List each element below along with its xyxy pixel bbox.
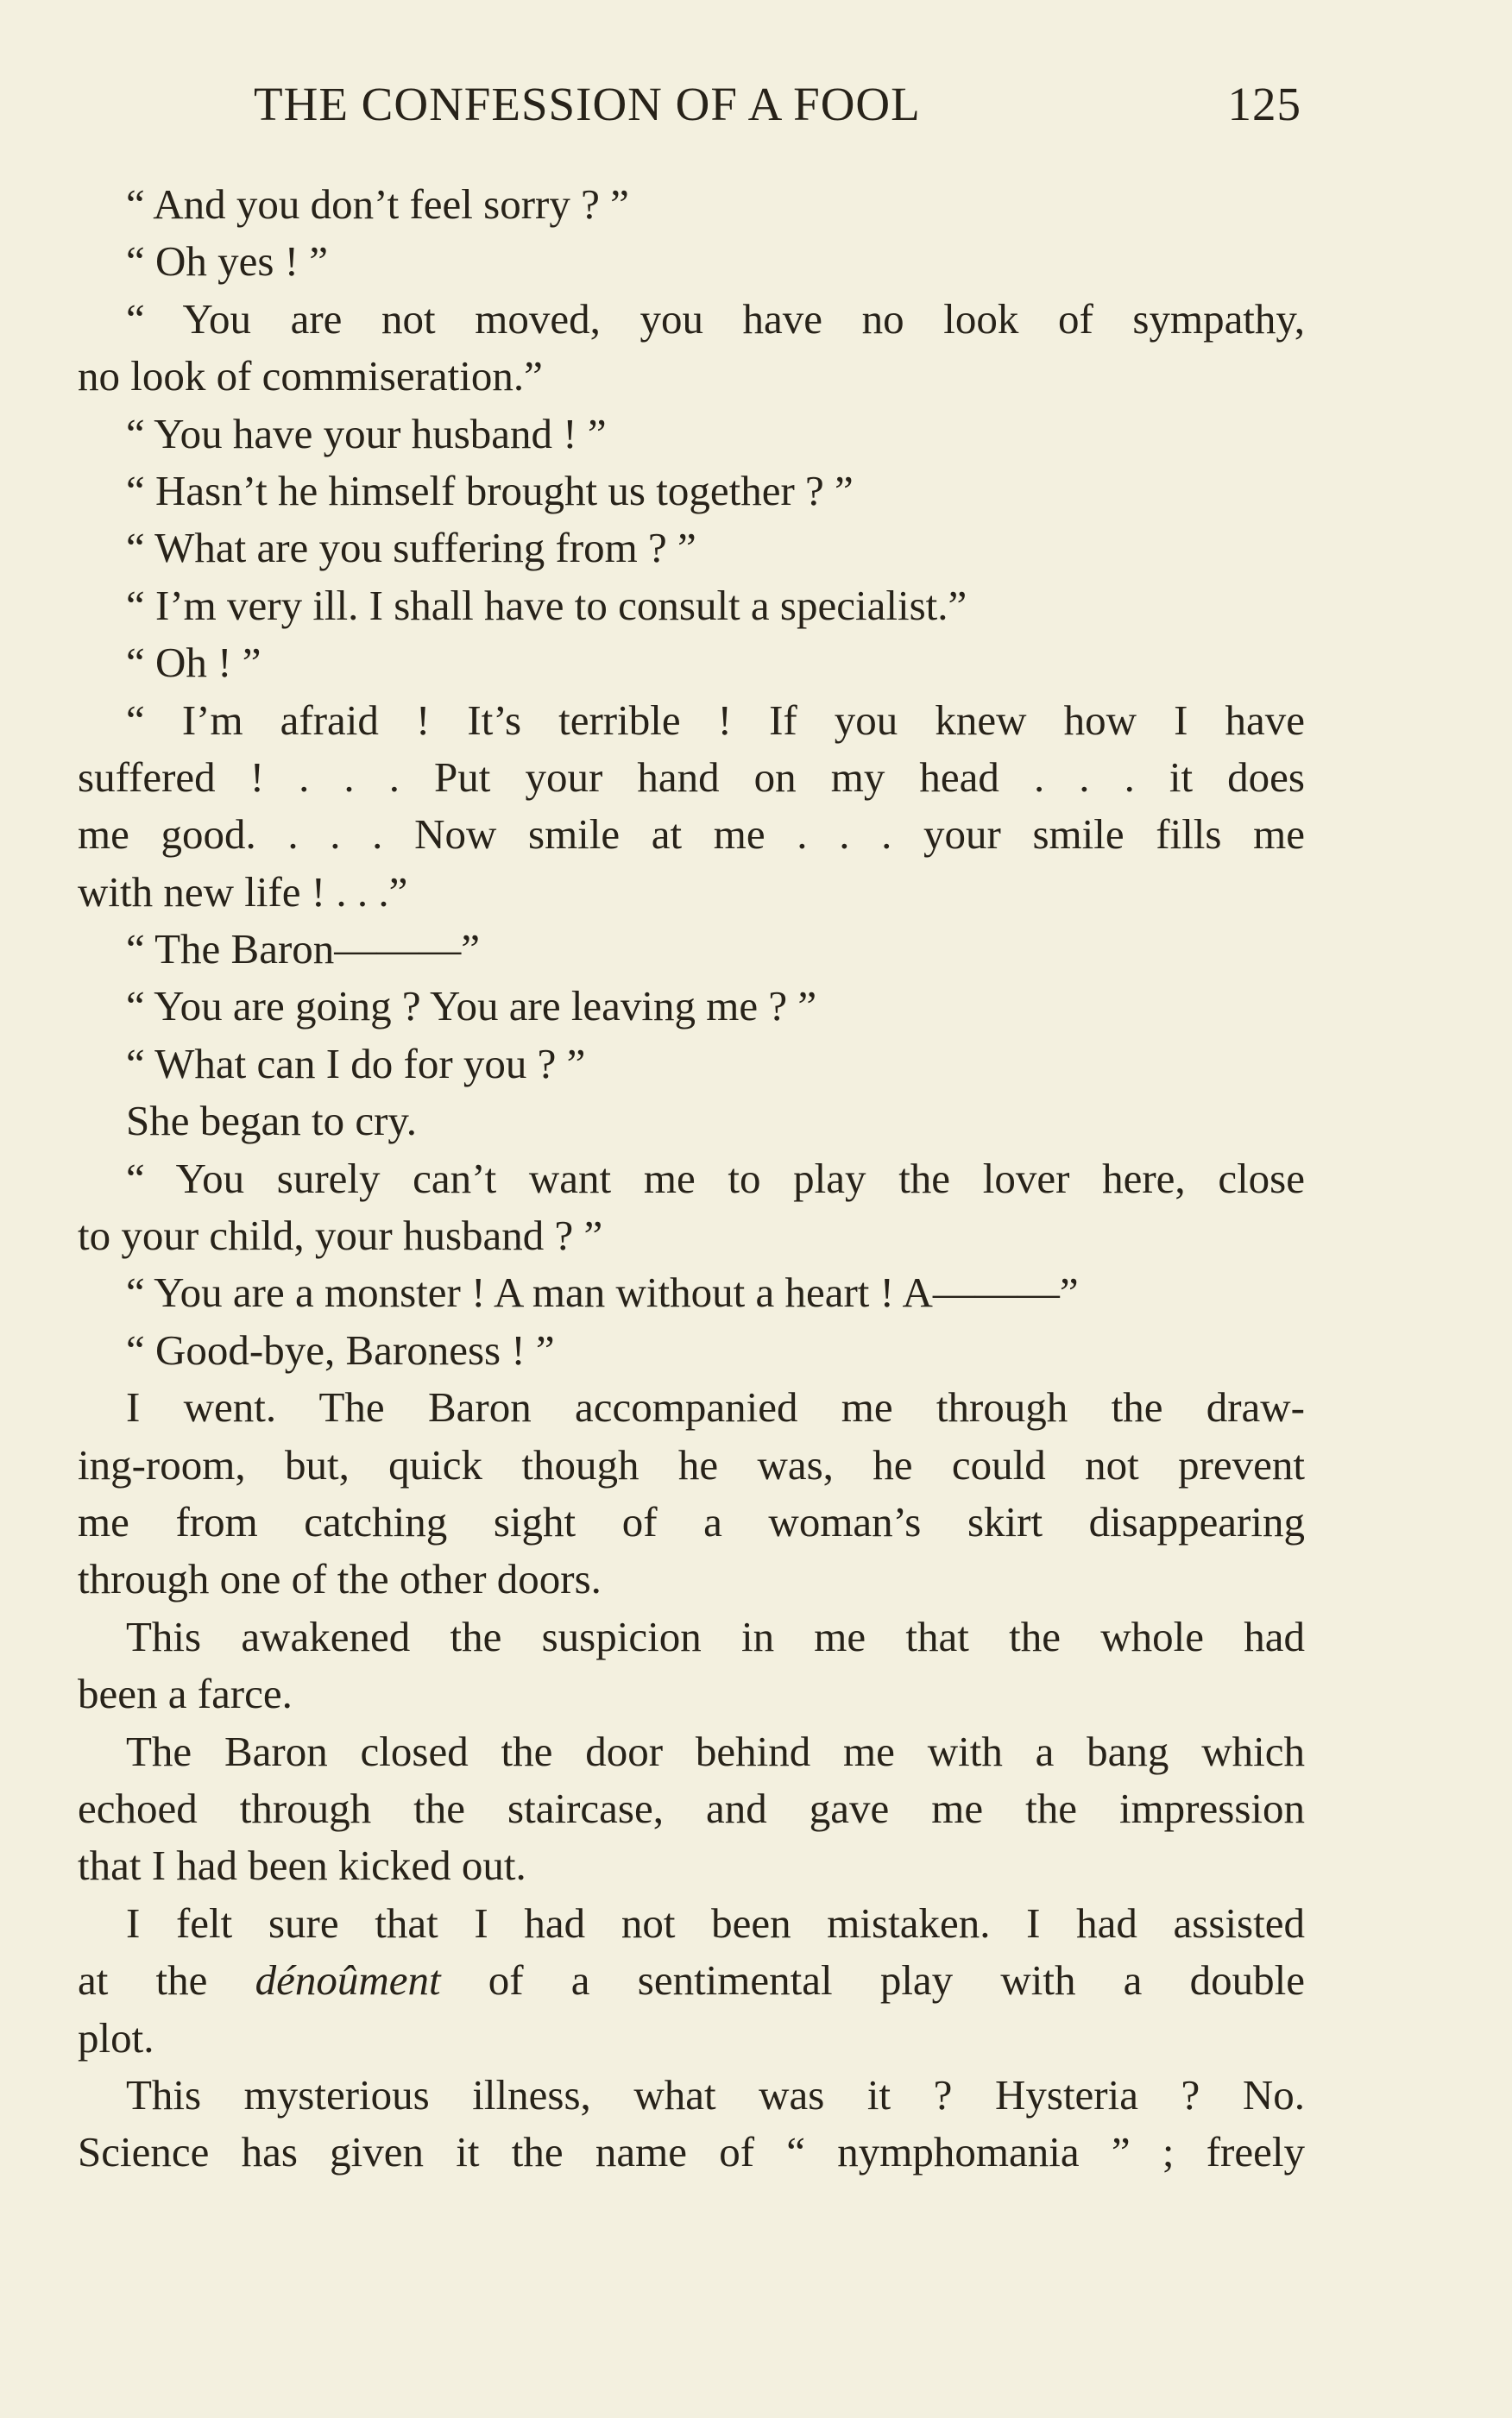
text-line: The Baron closed the door behind me with a bang which [126,1727,1305,1775]
text-line: “ You are a monster ! A man without a heart ! A———” [126,1269,1079,1317]
text-line: me good. . . . Now smile at me . . . your smile fills me [78,810,1305,859]
text-line: “ I’m afraid ! It’s terrible ! If you knew how I have [126,696,1305,744]
page-number: 125 [1227,78,1301,130]
text-line: “ What are you suffering from ? ” [126,524,696,572]
text-line: “ Hasn’t he himself brought us together ? ” [126,466,854,514]
text-line: echoed through the staircase, and gave me the impression [78,1784,1305,1832]
text-line: “ Oh yes ! ” [126,237,329,286]
text-line: been a farce. [78,1670,293,1718]
running-title: THE CONFESSION OF A FOOL [254,78,921,130]
text-line: “ You surely can’t want me to play the lover here, close [126,1154,1305,1202]
text-line: to your child, your husband ? ” [78,1212,603,1260]
italic-term: dénoûment [255,1956,441,2005]
text-line: “ Oh ! ” [126,639,261,687]
text-line: This mysterious illness, what was it ? Hysteria ? No. [126,2070,1305,2119]
text-line: “ Good-bye, Baroness ! ” [126,1325,555,1374]
text-line: I felt sure that I had not been mistaken. I had assisted [126,1899,1305,1947]
running-head [254,74,1301,135]
text-line: plot. [78,2013,154,2062]
text-line: This awakened the suspicion in me that the whole had [126,1612,1305,1660]
text-line: “ You have your husband ! ” [126,409,607,457]
text-line: me from catching sight of a woman’s skirt disappearing [78,1497,1305,1546]
text-line: ing-room, but, quick though he was, he could not prevent [78,1440,1305,1489]
text-line: “ What can I do for you ? ” [126,1039,586,1087]
body-text [78,176,1305,2182]
text-line: at the dénoûment of a sentimental play with a double [78,1956,1305,2005]
text-line: with new life ! . . .” [78,867,408,916]
text-line: “ The Baron———” [126,925,481,973]
text-line: suffered ! . . . Put your hand on my head . . . it does [78,752,1305,801]
text-line: “ I’m very ill. I shall have to consult a specialist.” [126,581,967,629]
text-line: Science has given it the name of “ nymphomania ” ; freely [78,2128,1305,2176]
text-line: “ You are not moved, you have no look of sympathy, [126,294,1305,343]
text-line: through one of the other doors. [78,1555,602,1603]
text-line: I went. The Baron accompanied me through the draw- [126,1383,1305,1432]
text-line: that I had been kicked out. [78,1842,526,1890]
text-line: no look of commiseration.” [78,352,543,400]
text-line: “ You are going ? You are leaving me ? ” [126,982,817,1030]
text-line: She began to cry. [126,1097,417,1145]
text-line: “ And you don’t feel sorry ? ” [126,180,629,228]
